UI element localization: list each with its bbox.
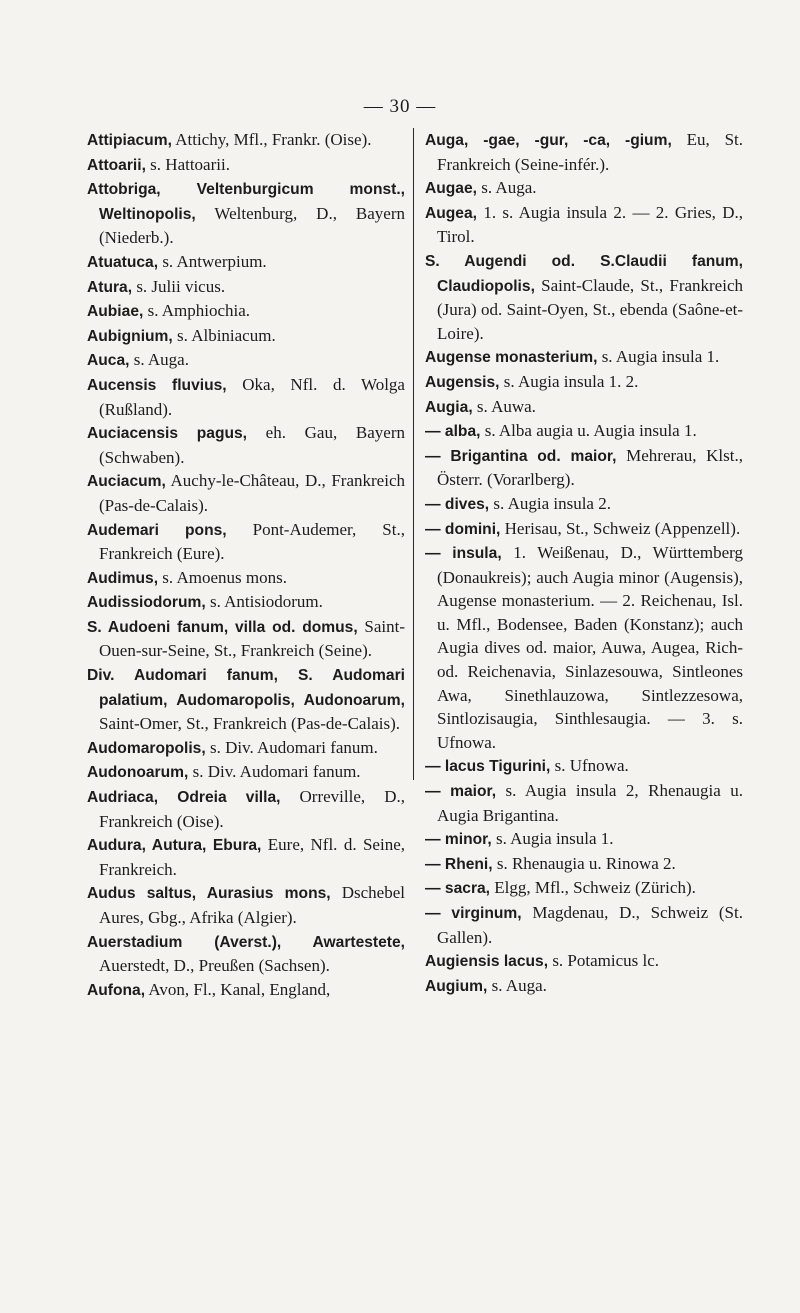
dictionary-entry	[87, 978, 405, 1003]
dictionary-entry	[87, 421, 405, 469]
entry-headword: Augea,	[425, 204, 477, 222]
dictionary-entry	[425, 901, 743, 949]
dictionary-entry	[425, 949, 743, 974]
dictionary-entry	[87, 250, 405, 275]
entry-text: s. Ufnowa.	[550, 756, 629, 776]
entry-text: s. Auga.	[487, 975, 547, 995]
entry-headword: Div. Audomari fanum, S. Audomari palatium, Audomaropolis, Audonoarum,	[87, 667, 405, 709]
entry-headword: Attoarii,	[87, 156, 146, 174]
dictionary-entry	[87, 760, 405, 785]
right-column	[425, 128, 743, 998]
entry-headword: Audissiodorum,	[87, 594, 206, 612]
entry-headword: Augensis,	[425, 373, 500, 391]
dictionary-entry	[425, 517, 743, 542]
dictionary-entry	[87, 930, 405, 978]
dictionary-entry	[87, 615, 405, 663]
entry-text: s. Augia insula 1.	[491, 829, 614, 849]
entry-text: s. Rhenaugia u. Rinowa 2.	[492, 853, 676, 873]
page-number: — 30 —	[363, 96, 437, 117]
entry-text: Weltenburg, D., Bayern (Niederb.).	[99, 203, 405, 248]
entry-text: s. Auwa.	[472, 396, 536, 416]
entry-text: Herisau, St., Schweiz (Appenzell).	[500, 518, 741, 538]
entry-text: Mehrerau, Klst., Österr. (Vorarlberg).	[437, 445, 743, 490]
entry-text: Eure, Nfl. d. Seine, Frankreich.	[99, 835, 405, 879]
entry-text: s. Antisiodorum.	[205, 592, 323, 612]
entry-headword: Augium,	[425, 977, 488, 995]
entry-headword: Augense monasterium,	[425, 349, 598, 367]
entry-text: Avon, Fl., Kanal, England,	[145, 979, 331, 999]
entry-headword: Auca,	[87, 352, 130, 370]
dictionary-entry	[87, 128, 405, 153]
entry-headword: Aubignium,	[87, 327, 173, 345]
entry-text: Magdenau, D., Schweiz (St. Gallen).	[437, 903, 743, 947]
entry-headword: — Rheni,	[425, 855, 493, 873]
entry-headword: Augia,	[425, 398, 473, 416]
dictionary-entry	[87, 299, 405, 324]
entry-headword: Aucensis fluvius,	[87, 376, 227, 394]
entry-text: Saint-Ouen-sur-Seine, St., Frankreich (Seine).	[99, 616, 405, 661]
entry-headword: — virginum,	[425, 905, 522, 922]
entry-text: s. Albiniacum.	[172, 325, 276, 345]
dictionary-entry	[425, 754, 743, 779]
dictionary-entry	[87, 275, 405, 300]
dictionary-entry	[425, 128, 743, 176]
entry-headword: Attobriga, Veltenburgicum monst., Weltinopolis,	[87, 181, 405, 223]
entry-headword: Augae,	[425, 180, 477, 198]
entry-headword: Augiensis lacus,	[425, 953, 549, 971]
dictionary-entry	[425, 444, 743, 492]
entry-headword: Audura, Autura, Ebura,	[87, 837, 262, 855]
entry-headword: — alba,	[425, 423, 481, 441]
dictionary-entry	[87, 324, 405, 349]
entry-text: s. Augia insula 1. 2.	[499, 371, 639, 391]
entry-text: s. Potamicus lc.	[548, 951, 660, 971]
entry-headword: Auga, -gae, -gur, -ca, -gium,	[425, 132, 672, 149]
entry-text: Dschebel Aures, Gbg., Afrika (Algier).	[99, 883, 405, 927]
dictionary-entry	[425, 974, 743, 999]
entry-text: s. Alba augia u. Augia insula 1.	[480, 421, 697, 441]
entry-text: s. Auga.	[477, 178, 537, 198]
dictionary-entry	[87, 177, 405, 250]
entry-headword: Auerstadium (Averst.), Awartestete,	[87, 933, 405, 951]
entry-text: Elgg, Mfl., Schweiz (Zürich).	[490, 878, 696, 898]
entry-headword: S. Augendi od. S.Claudii fanum, Claudiopolis,	[425, 252, 743, 295]
dictionary-entry	[87, 785, 405, 833]
dictionary-entry	[425, 419, 743, 444]
left-column	[87, 128, 405, 1002]
entry-text: s. Hattoarii.	[145, 154, 230, 174]
dictionary-entry	[425, 779, 743, 827]
entry-text: s. Augia insula 2, Rhenaugia u. Augia Brigantina.	[437, 781, 743, 825]
entry-text: 1. Weißenau, D., Württemberg (Donaukreis); auch Augia minor (Augensis), Augense monasterium. — 2. Reichenau, Isl. u. Mfl., Bodensee, Baden (Konstanz); auch Augia dives od. maior, Auwa, Augea, Rich- od. Reichenavia, Sinlazesouwa, Sintleones Awa, Sinethlauzowa, Sintlezzesowa, Sintlozisaugia, Sinthlesaugia. — 3. s. Ufnowa.	[437, 543, 743, 752]
dictionary-entry	[425, 541, 743, 754]
entry-text: Auerstedt, D., Preußen (Sachsen).	[99, 956, 330, 976]
dictionary-entry	[87, 373, 405, 421]
entry-text: s. Augia insula 2.	[489, 493, 611, 513]
entry-headword: S. Audoeni fanum, villa od. domus,	[87, 618, 358, 636]
entry-text: s. Amphiochia.	[143, 301, 251, 321]
entry-text: eh. Gau, Bayern (Schwaben).	[99, 423, 405, 467]
entry-text: Auchy-le-Château, D., Frankreich (Pas-de-Calais).	[99, 471, 405, 515]
entry-text: Eu, St. Frankreich (Seine-infér.).	[437, 130, 743, 174]
dictionary-entry	[87, 833, 405, 881]
entry-text: Attichy, Mfl., Frankr. (Oise).	[171, 130, 372, 149]
entry-headword: — Brigantina od. maior,	[425, 447, 617, 465]
entry-text: s. Julii vicus.	[132, 276, 226, 296]
entry-text: Pont-Audemer, St., Frankreich (Eure).	[99, 519, 405, 564]
dictionary-entry	[87, 881, 405, 929]
entry-headword: Audemari pons,	[87, 521, 227, 539]
entry-text: s. Amoenus mons.	[158, 567, 287, 587]
entry-headword: — sacra,	[425, 880, 491, 898]
entry-headword: Audonoarum,	[87, 764, 189, 782]
entry-text: s. Augia insula 1.	[597, 347, 720, 367]
dictionary-entry	[425, 876, 743, 901]
dictionary-entry	[87, 153, 405, 178]
entry-text: s. Auga.	[129, 350, 189, 370]
dictionary-entry	[87, 566, 405, 591]
entry-text: s. Div. Audomari fanum.	[188, 762, 361, 782]
entry-text: Orreville, D., Frankreich (Oise).	[99, 787, 405, 831]
dictionary-entry	[87, 469, 405, 517]
dictionary-entry	[87, 590, 405, 615]
entry-text: Saint-Claude, St., Frankreich (Jura) od. Saint-Oyen, St., ebenda (Saône-et-Loire).	[437, 275, 743, 343]
dictionary-entry	[425, 852, 743, 877]
entry-headword: — domini,	[425, 520, 501, 538]
entry-headword: — lacus Tigurini,	[425, 758, 551, 776]
dictionary-entry	[87, 736, 405, 761]
entry-headword: Attipiacum,	[87, 132, 172, 149]
dictionary-entry	[425, 176, 743, 201]
dictionary-entry	[425, 827, 743, 852]
entry-headword: Auciacum,	[87, 473, 166, 491]
dictionary-entry	[425, 345, 743, 370]
dictionary-entry	[425, 370, 743, 395]
entry-headword: Atuatuca,	[87, 253, 159, 271]
column-divider	[413, 128, 414, 780]
entry-headword: — minor,	[425, 831, 492, 849]
entry-text: s. Div. Audomari fanum.	[205, 737, 378, 757]
entry-text: s. Antwerpium.	[158, 251, 267, 271]
entry-headword: Audomaropolis,	[87, 739, 206, 757]
entry-headword: — dives,	[425, 495, 490, 513]
entry-headword: — insula,	[425, 545, 502, 563]
entry-text: Oka, Nfl. d. Wolga (Rußland).	[99, 374, 405, 419]
dictionary-entry	[87, 518, 405, 566]
dictionary-entry	[87, 348, 405, 373]
dictionary-entry	[425, 201, 743, 249]
entry-headword: Audriaca, Odreia villa,	[87, 789, 281, 807]
entry-headword: Aufona,	[87, 981, 146, 999]
entry-headword: Atura,	[87, 278, 133, 296]
entry-text: 1. s. Augia insula 2. — 2. Gries, D., Tirol.	[437, 202, 743, 247]
dictionary-entry	[87, 663, 405, 736]
dictionary-entry	[425, 492, 743, 517]
entry-text: Saint-Omer, St., Frankreich (Pas-de-Calais).	[99, 714, 400, 734]
entry-headword: — maior,	[425, 783, 497, 801]
dictionary-entry	[425, 249, 743, 345]
entry-headword: Aubiae,	[87, 303, 144, 321]
entry-headword: Auciacensis pagus,	[87, 425, 248, 443]
dictionary-entry	[425, 395, 743, 420]
entry-headword: Audus saltus, Aurasius mons,	[87, 885, 331, 903]
entry-headword: Audimus,	[87, 569, 159, 587]
